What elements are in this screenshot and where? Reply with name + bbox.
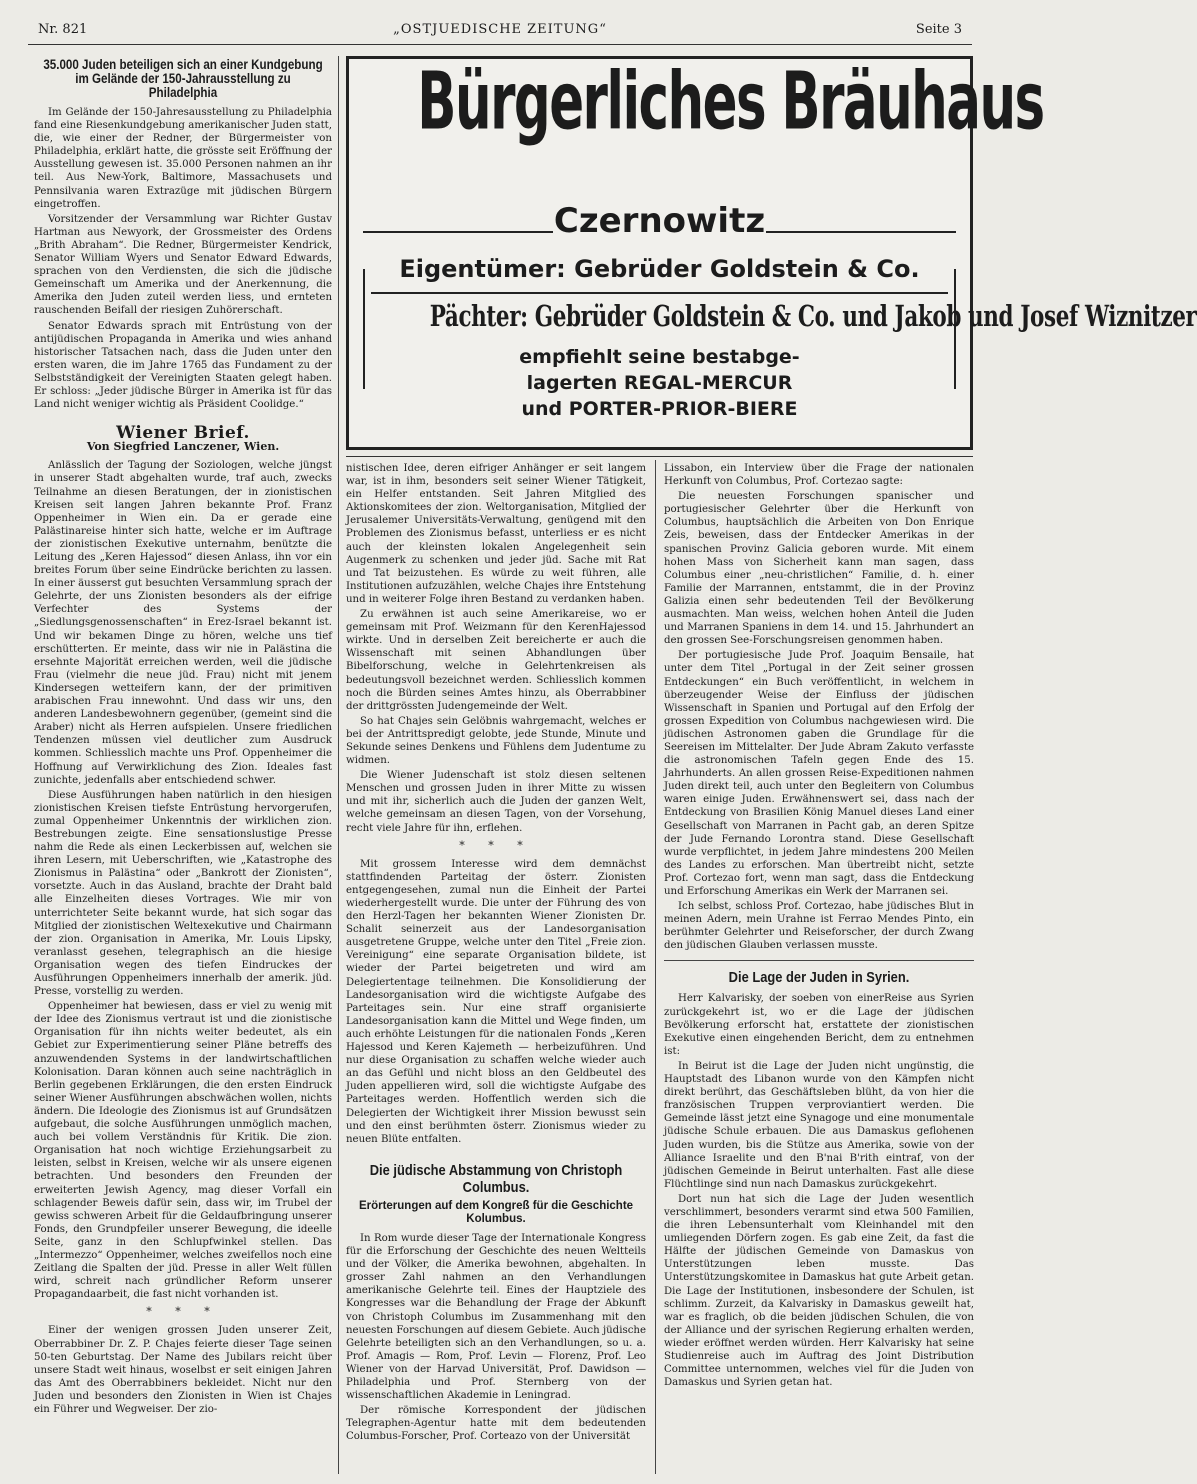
paragraph: Die neuesten Forschungen spanischer und portugiesischer Gelehrter über die Herkunft von Columbus, hauptsächlich die Arbeiten von Don Enrique Zeis, beweisen, dass der Entdecker Amerikas in der spanischen Provinz Galicia geboren wurde. Mit einem hohen Mass von Sicherheit kann man sagen, dass Columbus einer „neu-christlichen“ Familie, d. h. einer Familie der Marrannen, entstammt, die in der Provinz Galizia einen sehr bedeutenden Teil der Bevölkerung ausmachten. Man weiss, welchen hohen Anteil die Juden und Marranen Spaniens in dem 14. und 15. Jahrhundert an den grossen See-Forschungsreisen genommen haben. [664, 491, 974, 647]
paragraph: Im Gelände der 150-Jahresausstellung zu Philadelphia fand eine Riesenkundgebung amerikanischer Juden statt, die, wie einer der Redner, der Bürgermeister von Philadelphia, erklärt hatte, die grösste seit Eröffnung der Ausstellung gewesen ist. 35.000 Personen nahmen an ihr teil. Aus New-York, Baltimore, Massachusets und Pennsilvania waren Extrazüge mit jüdischen Bürgern eingetroffen. [34, 107, 332, 210]
section-separator: * * * [146, 1305, 220, 1319]
column-middle [346, 462, 646, 1474]
paragraph: Lissabon, ein Interview über die Frage der nationalen Herkunft von Columbus, Prof. Cortezao sagte: [664, 463, 974, 488]
ad-city-row [363, 201, 956, 249]
ad-bottom-rule [346, 456, 973, 457]
section-rule [664, 960, 974, 961]
newspaper-name: „OSTJUEDISCHE ZEITUNG“ [393, 22, 607, 37]
paragraph: So hat Chajes sein Gelöbnis wahrgemacht, welches er bei der Antrittspredigt gelobte, jede Stunde, Minute und Sekunde seines Denkens und Fühlens dem Judentume zu widmen. [346, 715, 646, 767]
paragraph: Zu erwähnen ist auch seine Amerikareise, wo er gemeinsam mit Prof. Weizmann für den KerenHajessod wirkte. Und in derselben Zeit bereicherte er auch die Wissenschaft mit seinen Abhandlungen über Bibelforschung, welche in Gelehrtenkreisen als bedeutungsvoll bezeichnet werden. Schliesslich kommen noch die Bürden seines Amtes hinzu, als Oberrabbiner der drittgrössten Judengemeinde der Welt. [346, 609, 646, 712]
column-right [664, 462, 974, 1474]
page-header [28, 22, 972, 44]
paragraph: Anlässlich der Tagung der Soziologen, welche jüngst in unserer Stadt abgehalten wurde, traf auch, zwecks Teilnahme an diesen Beratungen, der in zionistischen Kreisen seit langen Jahren bekannte Prof. Franz Oppenheimer in Wien ein. Da er gerade eine Palästinareise hinter sich hatte, welche er im Auftrage der zionistischen Exekutive unternahm, benützte die Leitung des „Keren Hajessod“ diesen Anlass, ihn vor ein breites Forum über seine Eindrücke berichten zu lassen. In einer äusserst gut besuchten Versammlung sprach der Gelehrte, der uns Zionisten besonders als der eifrige Verfechter des Systems der „Siedlungsgenossenschaften“ in Erez-Israel bekannt ist. Und wir bekamen Dinge zu hören, welche uns tief erschütterten. Er meinte, dass wir nie in Palästina die ersehnte Majorität erreichen werden, weil die jüdische Frau (vielmehr die neue jüd. Frau) nicht mit jenem Kindersegen wetteifern kann, der der primitiven arabischen Frau innewohnt. Und dass wir uns, den anderen Landesbewohnern gegenüber, (gemeint sind die Araber) nicht als Herren aufspielen. Unsere friedlichen Tendenzen müssen viel deutlicher zum Ausdruck kommen. Schliesslich machte uns Prof. Oppenheimer die Hoffnung auf Verwirklichung des Zion. Ideales fast zunichte, jedenfalls aber entschiedend schwer. [34, 460, 332, 786]
paragraph: Dort nun hat sich die Lage der Juden wesentlich verschlimmert, besonders verarmt sind etwa 500 Familien, die ihren Lebensunterhalt vom Kleinhandel mit den umliegenden Dörfern zogen. Es gab eine Zeit, da fast die Hälfte der jüdischen Gemeinde von Damaskus von Unterstützungen leben musste. Das Unterstützungskomitee in Damaskus hat gute Arbeit getan. Die Lage der Institutionen, insbesondere der Schulen, ist schlimm. Zurzeit, da Kalvarisky in Damaskus geweilt hat, war es fraglich, ob die beiden jüdischen Schulen, die von der Alliance und der syrischen Regierung erhalten werden, wieder eröffnet werden würden. Herr Kalvarisky hat seine Studienreise auch im Auftrag des Joint Distribution Committee unternommen, welches viel für die Juden von Damaskus und Syrien getan hat. [664, 1193, 974, 1389]
subheadline-columbus: Erörterungen auf dem Kongreß für die Geschichte Kolumbus. [358, 1199, 634, 1225]
paragraph: Der portugiesische Jude Prof. Joaquim Bensaile, hat unter dem Titel „Portugal in der Zeit seiner grossen Entdeckungen“ ein Buch veröffentlicht, in welchem in überzeugender Weise der Einfluss der jüdischen Wissenschaft in Spanien und Portugal auf den Erfolg der grossen Expedition von Columbus nachgewiesen wird. Die jüdischen Astronomen gaben die Grundlage für die Seereisen im Mittelalter. Der Jude Abram Zakuto verfasste die astronomischen Tafeln gegen Ende des 15. Jahrhunderts. An allen grossen Reise-Expeditionen nahmen Juden direkt teil, auch unter den Begleitern von Columbus waren einige Juden. Erwähnenswert sei, dass nach der Entdeckung von Brasilien König Manuel dieses Land einer Gesellschaft von Marranen in Pacht gab, an deren Spitze der Jude Fernando Lorontra stand. Diese Gesellschaft wurde verpflichtet, in jedem Jahre mindestens 200 Meilen des Landes zu erforschen. Man übertreibt nicht, setzte Prof. Cortezao fort, wenn man sagt, dass die Entdeckung und Erforschung Amerikas ein Werk der Marranen sei. [664, 650, 974, 897]
headline-columbus: Die jüdische Abstammung von Christoph Columbus. [369, 1161, 623, 1196]
issue-number: Nr. 821 [38, 22, 88, 37]
ad-title: Bürgerliches Bräuhaus [417, 55, 1044, 148]
byline: Von Siegfried Lanczener, Wien. [86, 440, 280, 454]
headline-syria: Die Lage der Juden in Syrien. [728, 969, 910, 987]
ad-slogan-line: lagerten REGAL-MERCUR [526, 372, 793, 394]
paragraph: In Beirut ist die Lage der Juden nicht ungünstig, die Hauptstadt des Libanon wurde von den Kämpfen nicht direkt berührt, das Geschäftsleben blüht, da von hier die französischen Truppen verproviantiert werden. Die Gemeinde lässt jetzt eine Synagoge und eine monumentale jüdische Schule erbauen. Die aus Damaskus geflohenen Juden wurden, bis die Stütze aus Amerika, sowie von der Alliance Israelite und den B'nai B'rith eintraf, von der jüdischen Gemeinde in Beirut unterhalten. Fast alle diese Flüchtlinge sind nun nach Damaskus zurückgekehrt. [664, 1060, 974, 1190]
paragraph: Diese Ausführungen haben natürlich in den hiesigen zionistischen Kreisen tiefste Entrüstung hervorgerufen, zumal Oppenheimer Unkenntnis der wirklichen zion. Bestrebungen zeigte. Eine sensationslustige Presse nahm die Rede als einen Leckerbissen auf, welchen sie ihren Lesern, mit Ueberschriften, wie „Katastrophe des Zionismus in Palästina“ oder „Bankrott der Zionisten“, vorsetzte. Auch in das Ausland, brachte der Draht bald alle Einzelheiten dieses Vortrages. Wie mir von unterrichteter Seite bekannt wurde, hat sich sogar das Mitglied der zionistischen Weltexekutive und Chairmann der zion. Organisation in Amerika, Mr. Louis Lipsky, veranlasst gesehen, telegraphisch an die hiesige Organisation wegen des tiefen Eindruckes der Ausführungen Oppenheimers innerhalb der amerik. jüd. Presse, vorstellig zu werden. [34, 789, 332, 998]
ad-slogan-line: und PORTER-PRIOR-BIERE [521, 398, 798, 420]
paragraph: nistischen Idee, deren eifriger Anhänger er seit langem war, ist in ihm, besonders seit seiner Wiener Tätigkeit, ein Helfer entstanden. Seit Jahren Mitglied des Aktionskomitees der zion. Weltorganisation, Mitglied der Jerusalemer Universitäts-Verwaltung, genügend mit den Problemen des Zionismus befasst, unterliess er es nicht auch der kleinsten lokalen Angelegenheit sein Augenmerk zu schenken und jeder jüd. Sache mit Rat und Tat beizustehen. Es würde zu weit führen, alle Institutionen aufzuzählen, welche Chajes ihre Entstehung und in weiterer Folge ihren Bestand zu verdanken haben. [346, 463, 646, 605]
headline-wiener-brief: Wiener Brief. [116, 423, 250, 444]
headline-philadelphia: 35.000 Juden beteiligen sich an einer Kundgebung im Gelände der 150-Jahrausstellung zu Philadelphia [43, 57, 323, 100]
ad-owner: Eigentümer: Gebrüder Goldstein & Co. [399, 255, 920, 283]
ad-tenant: Pächter: Gebrüder Goldstein & Co. und Jakob und Josef Wiznitzer [429, 299, 1197, 333]
ad-slogan-line: empfiehlt seine bestabge- [519, 346, 800, 368]
ad-separator [371, 292, 948, 294]
column-left [34, 58, 332, 1473]
paragraph: Einer der wenigen grossen Juden unserer Zeit, Oberrabbiner Dr. Z. P. Chajes feierte dieser Tage seinen 50-ten Geburtstag. Der Name des Jubilars reicht über unsere Stadt weit hinaus, woselbst er seit einigen Jahren das Amt des Oberrabbiners bekleidet. Nicht nur den Juden und besonders den Zionisten in Wien ist Chajes ein Führer und Wegweiser. Der zio- [34, 1325, 332, 1415]
page-number: Seite 3 [915, 22, 962, 37]
paragraph: In Rom wurde dieser Tage der Internationale Kongress für die Erforschung der Geschichte des neuen Weltteils und der Völker, die Amerika bewohnen, abgehalten. In grosser Zahl nahmen an den Verhandlungen amerikanische Gelehrte teil. Eines der Hauptziele des Kongresses war die Behandlung der Frage der Abkunft von Christoph Columbus im Zusammenhang mit den neuesten Forschungen auf diesem Gebiete. Auch jüdische Gelehrte beteiligten sich an den Verhandlungen, so u. a. Prof. Amagis — Rom, Prof. Levin — Florenz, Prof. Leo Wiener von der Harvad Universität, Prof. Dawidson — Philadelphia und Prof. Sternberg von der wissenschaftlichen Akademie in Leningrad. [346, 1232, 646, 1402]
header-rule [28, 44, 972, 45]
paragraph: Die Wiener Judenschaft ist stolz diesen seltenen Menschen und grossen Juden in ihrer Mitte zu wissen und mit ihr, sicherlich auch die Juden der ganzen Welt, welche gemeinsam an diesen Tagen, von der Vorsehung, recht viele Jahre für ihn, erflehen. [346, 770, 646, 834]
paragraph: Oppenheimer hat bewiesen, dass er viel zu wenig mit der Idee des Zionismus vertraut ist und die zionistische Organisation für ihn nichts weiter bedeutet, als ein Gebiet zur Experimentierung seiner Pläne betreffs des anzuwendenden Systems in der landwirtschaftlichen Kolonisation. Daran können auch seine nachträglich in Berlin gegebenen Erklärungen, die den ersten Eindruck seiner Wiener Ausführungen abschwächen wollen, nichts ändern. Die Ideologie des Zionismus ist auf Grundsätzen aufgebaut, die solche Ausführungen unmöglich machen, auch bei vollem Verständnis für Kritik. Die zion. Organisation hat noch wichtige Erziehungsarbeit zu leisten, selbst in Kreisen, welche wir als unsere eigenen betrachten. Und besonders den Freunden der erweiterten Jewish Agency, mag dieser Vorfall ein schlagender Beweis dafür sein, dass wir, im Trubel der gewiss schweren Arbeit für die Geldaufbringung unserer Fonds, den Grundpfeiler unserer Bewegung, die ideelle Seite, ganz in den Schlupfwinkel stellen. Das „Intermezzo“ Oppenheimer, welches zweifellos noch eine Zeitlang die Spalten der jüd. Presse in aller Welt füllen wird, schreit nach gründlicher Reform unserer Propagandaarbeit, die fast nicht vorhanden ist. [34, 1001, 332, 1301]
paragraph: Vorsitzender der Versammlung war Richter Gustav Hartman aus Newyork, der Grossmeister des Ordens „Brith Abraham“. Die Redner, Bürgermeister Kendrick, Senator William Wyers und Senator Edward Edwards, sprachen von den Verdiensten, die sich die jüdische Gemeinschaft um Amerika und der Anerkennung, die Amerika den Juden zuteil werden liess, und ernteten rauschenden Beifall der riesigen Zuhörerschaft. [34, 213, 332, 317]
column-rule [338, 56, 339, 1474]
paragraph: Der römische Korrespondent der jüdischen Telegraphen-Agentur hatte mit dem bedeutenden Columbus-Forscher, Prof. Corteazo von der Universität [346, 1405, 646, 1443]
ad-city: Czernowitz [553, 201, 766, 241]
paragraph: Ich selbst, schloss Prof. Cortezao, habe jüdisches Blut in meinen Adern, mein Urahne ist Ferrao Mendes Pinto, ein berühmter Gelehrter und Reiseforscher, der durch Zwang den jüdischen Glauben verlassen musste. [664, 901, 974, 952]
brewery-advertisement [346, 55, 1197, 450]
paragraph: Herr Kalvarisky, der soeben von einerReise aus Syrien zurückgekehrt ist, wo er die Lage der jüdischen Bevölkerung erforscht hat, erstattete der zionistischen Exekutive einen eingehenden Bericht, dem zu entnehmen ist: [664, 993, 974, 1057]
paragraph: Senator Edwards sprach mit Entrüstung von der antijüdischen Propaganda in Amerika und wies anhand historischer Tatsachen nach, dass die Juden unter den ersten waren, die im Jahre 1765 das Fundament zu der Selbstständigkeit der Vereinigten Staaten gelegt haben. Er schloss: „Jeder jüdische Bürger in Amerika ist für das Land nicht weniger wichtig als Präsident Coolidge.“ [34, 320, 332, 411]
paragraph: Mit grossem Interesse wird dem demnächst stattfindenden Parteitag der österr. Zionisten entgegengesehen, zumal nun die Einheit der Partei wiederhergestellt wurde. Die unter der Führung des von den Herzl-Tagen her bekannten Wiener Zionisten Dr. Schalit seinerzeit aus der Landesorganisation ausgetretene Gruppe, welche unter den Titel „Freie zion. Vereinigung“ eine separate Organisation bildete, ist wieder der Partei beigetreten und wird am Delegiertentage teilnehmen. Die Konsolidierung der Landesorganisation wird die wichtigste Aufgabe des Parteitages sein. Nur eine straff organisierte Landesorganisation kann die Mittel und Wege finden, um auch erhöhte Leistungen für die nationalen Fonds „Keren Hajessod und Keren Kajemeth — herbeizuführen. Und nur diese Organisation zu schaffen welche wieder auch an das Gefühl und nicht bloss an den Geldbeutel des Juden appellieren wird, soll die wichtigste Aufgabe des Parteitages werden. Hoffentlich werden sich die Delegierten der Wichtigkeit ihrer Mission bewusst sein und den einst berühmten österr. Zionismus wieder zu neuen Blüte entfalten. [346, 858, 646, 1145]
ad-slogan [349, 344, 970, 422]
section-separator: * * * [459, 838, 533, 852]
column-rule [655, 460, 656, 1474]
